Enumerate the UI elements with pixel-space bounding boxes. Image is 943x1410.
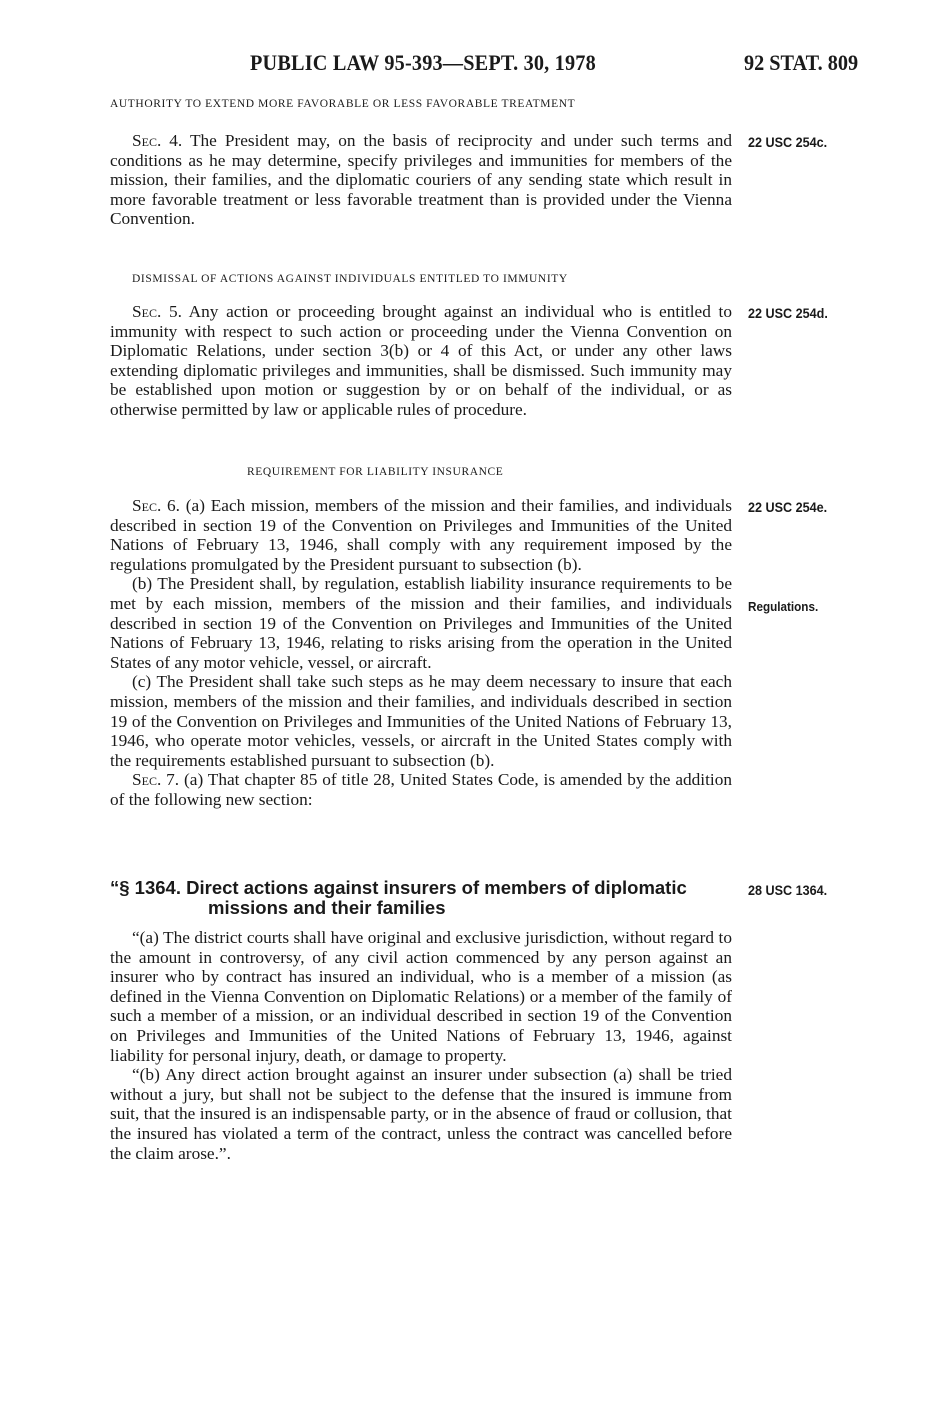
section-1364-margin-note: 28 USC 1364. bbox=[748, 882, 828, 898]
sec7-paragraph bbox=[110, 770, 732, 809]
sec5-body bbox=[110, 302, 732, 420]
sec7-label: Sec. 7. bbox=[132, 770, 180, 790]
sec5-label: Sec. 5. bbox=[132, 302, 182, 321]
running-head: PUBLIC LAW 95-393—SEPT. 30, 1978 bbox=[250, 50, 596, 75]
sec6-label: Sec. 6. bbox=[132, 496, 180, 515]
sec6-heading: REQUIREMENT FOR LIABILITY INSURANCE bbox=[247, 466, 504, 478]
sec6-paragraph-a bbox=[110, 496, 732, 574]
section-1364-body bbox=[110, 928, 732, 1163]
sec5-paragraph bbox=[110, 302, 732, 420]
sec4-margin-note: 22 USC 254c. bbox=[748, 134, 828, 150]
section-1364-paragraph-a: “(a) The district courts shall have original and exclusive jurisdiction, without regard to the amount in controversy, of any civil action commenced by any person against an insurer who by contract has insured an individual, who is a member of a mission (as defined in the Vienna Convention on Diplomatic Relations) or a member of the family of such a member of a mission, or an individual described in section 19 of the Convention on Privileges and Immunities of the United Nations of February 13, 1946, against liability for personal injury, death, or damage to property. bbox=[110, 928, 732, 1065]
sec5-text: Any action or proceeding brought against an individual who is entitled to immunity with respect to such action or proceeding under the Vienna Convention on Diplomatic Relations, under section 3(b) or 4 of this Act, or under any other laws extending diplomatic privileges and immunities, shall be dismissed. Such immunity may be established upon motion or suggestion by or on behalf of the individual, or as otherwise permitted by law or applicable rules of procedure. bbox=[110, 302, 732, 419]
stat-citation: 92 STAT. 809 bbox=[744, 50, 859, 75]
sec4-body bbox=[110, 131, 732, 229]
section-1364-heading bbox=[110, 878, 732, 918]
sec4-label: Sec. 4. bbox=[132, 131, 183, 150]
sec6-paragraph-b: (b) The President shall, by regulation, establish liability insurance requirements to be met by each mission, members of the mission and their families, and individuals described in section 19 of the Convention on Privileges and Immunities of the United Nations of February 13, 1946, relating to risks arising from the operation in the United States of any motor vehicle, vessel, or aircraft. bbox=[110, 574, 732, 672]
sec4-text: The President may, on the basis of reciprocity and under such terms and conditions as he may determine, specify privileges and immunities for members of the mission, their families, and the diplomatic couriers of any sending state which result in more favorable treatment or less favorable treatment than is provided under the Vienna Convention. bbox=[110, 131, 732, 229]
sec6-paragraph-c: (c) The President shall take such steps as he may deem necessary to insure that each mission, members of the mission and their families, and individuals described in section 19 of the Convention on Privileges and Immunities of the United Nations of February 13, 1946, who operate motor vehicles, vessels, or aircraft in the United States comply with the requirements established pursuant to subsection (b). bbox=[110, 672, 732, 770]
sec5-heading: DISMISSAL OF ACTIONS AGAINST INDIVIDUALS ENTITLED TO IMMUNITY bbox=[132, 273, 568, 285]
section-1364-heading-line2: missions and their families bbox=[208, 897, 446, 918]
sec4-heading: AUTHORITY TO EXTEND MORE FAVORABLE OR LESS FAVORABLE TREATMENT bbox=[110, 98, 576, 110]
sec6-body bbox=[110, 496, 732, 810]
sec6-a-text: (a) Each mission, members of the mission and their families, and individuals described in section 19 of the Convention on Privileges and Immunities of the United Nations of February 13, 1946, shall comply with any requirement imposed by the regulations promulgated by the President pursuant to subsection (b). bbox=[110, 496, 733, 574]
regulations-margin-note: Regulations. bbox=[748, 599, 819, 614]
sec7-text: (a) That chapter 85 of title 28, United States Code, is amended by the addition of the following new section: bbox=[110, 770, 732, 809]
sec4-paragraph bbox=[110, 131, 732, 229]
sec6-margin-note: 22 USC 254e. bbox=[748, 499, 828, 515]
section-1364-paragraph-b: “(b) Any direct action brought against an insurer under subsection (a) shall be tried without a jury, but shall not be subject to the defense that the insured is immune from suit, that the insured is an indispensable party, or in the absence of fraud or collusion, that the insured has violated a term of the contract, unless the contract was cancelled before the claim arose.”. bbox=[110, 1065, 732, 1163]
sec5-margin-note: 22 USC 254d. bbox=[748, 305, 828, 321]
section-1364-heading-line1: “§ 1364. Direct actions against insurers of members of diplomatic bbox=[110, 877, 687, 898]
